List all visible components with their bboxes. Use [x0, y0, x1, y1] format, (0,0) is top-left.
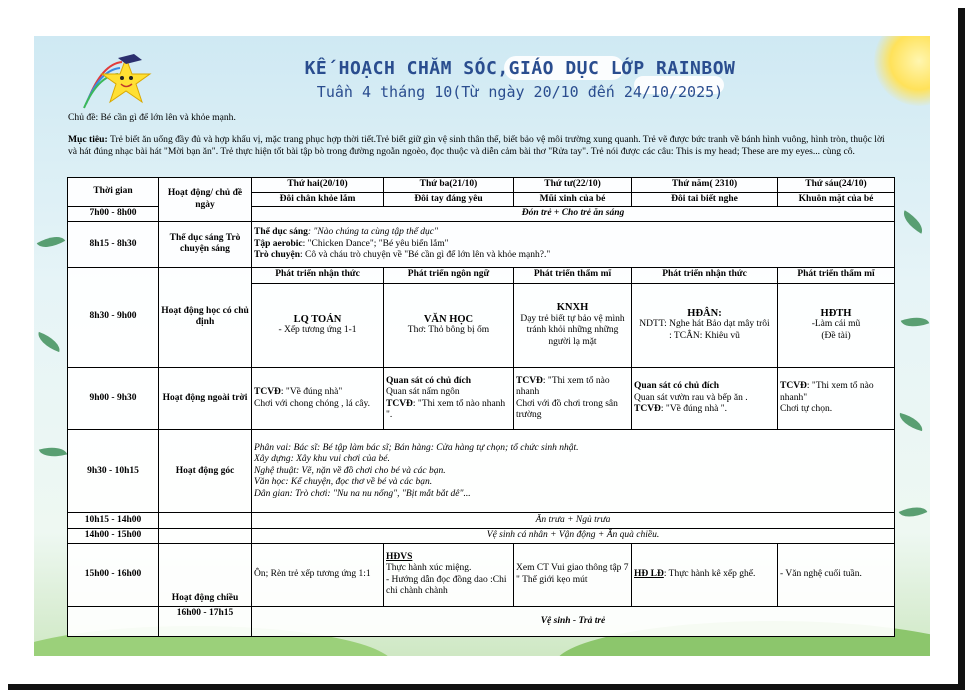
page-subtitle: Tuần 4 tháng 10(Từ ngày 20/10 đến 24/10/2025)	[316, 83, 724, 101]
day-thursday: Thứ năm( 2310)	[632, 178, 778, 193]
corner-line: Dân gian: Trò chơi: "Nu na nu nống", "Bịt mắt bắt dê"...	[254, 488, 471, 499]
lesson-thursday: HĐÂN: NDTT: Nghe hát Bảo dạt mây trôi : TCÂN: Khiêu vũ	[632, 283, 778, 367]
time-exercise: 8h15 - 8h30	[68, 222, 159, 268]
leaf-decoration	[39, 443, 67, 461]
outdoor-thursday: Quan sát có chủ đích Quan sát vườn rau và bếp ăn . TCVĐ: "Về đúng nhà ".	[632, 367, 778, 430]
goal-text: Trẻ biết ăn uống đầy đủ và hợp khẩu vị, mặc trang phục hợp thời tiết.Trẻ biết giữ gìn vệ sinh thân thể, biết bảo vệ môi trường xung quanh. Trẻ vẽ được bức tranh về bánh hình vuông, hình tròn, thuộc lời và hát đúng nhạc bài hát "Mời bạn ăn". Trẻ thực hiện tốt bài tập bò trong đường ngoằn ngoèo, đọc thuộc và diễn cảm bài thơ "Rửa tay". Trẻ nói được các câu: This is my head; These are my eyes... cùng cô.	[68, 133, 885, 157]
page-title: KẾ HOẠCH CHĂM SÓC,GIÁO DỤC LỚP RAINBOW	[304, 58, 736, 79]
star-mascot-icon	[82, 54, 160, 112]
row-afternoon	[68, 543, 895, 606]
area-friday: Phát triển thẩm mĩ	[778, 267, 895, 283]
afternoon-wednesday: Xem CT Vui giao thông tập 7 " Thế giới kẹo mút	[514, 543, 632, 606]
weekly-plan-table	[67, 177, 895, 637]
corner-line: Nghệ thuật: Vẽ, nặn về đồ chơi cho bé và các bạn.	[254, 465, 446, 476]
area-tuesday: Phát triển ngôn ngữ	[384, 267, 514, 283]
row-exercise	[68, 222, 895, 268]
leaf-decoration	[899, 210, 928, 233]
leaf-decoration	[897, 413, 925, 431]
topic-monday: Đôi chân khỏe lắm	[252, 192, 384, 207]
sun-decoration	[874, 36, 930, 106]
topic-friday: Khuôn mặt của bé	[778, 192, 895, 207]
leaf-decoration	[899, 501, 928, 523]
outdoor-tuesday: Quan sát có chủ đích Quan sát nấm ngôn TCVĐ: "Thi xem tổ nào nhanh ".	[384, 367, 514, 430]
goal-label: Mục tiêu:	[68, 133, 108, 145]
row-lunch	[68, 513, 895, 528]
document-header	[200, 58, 840, 101]
activity-outdoor: Hoạt động ngoài trời	[159, 367, 252, 430]
time-hygiene: 14h00 - 15h00	[68, 528, 159, 543]
activity-exercise: Thể dục sáng Trò chuyện sáng	[159, 222, 252, 268]
goal-paragraph	[68, 134, 894, 159]
activity-corner: Hoạt động góc	[159, 430, 252, 513]
outdoor-wednesday: TCVĐ: "Thi xem tổ nào nhanh Chơi với đồ chơi trong sân trường	[514, 367, 632, 430]
time-afternoon: 15h00 - 16h00	[68, 543, 159, 606]
day-tuesday: Thứ ba(21/10)	[384, 178, 514, 193]
time-corner: 9h30 - 10h15	[68, 430, 159, 513]
time-outdoor: 9h00 - 9h30	[68, 367, 159, 430]
afternoon-friday: - Văn nghệ cuối tuần.	[778, 543, 895, 606]
afternoon-tuesday: HĐVS Thực hành xúc miệng. - Hướng dẫn đọc đồng dao :Chi chi chành chành	[384, 543, 514, 606]
pickup-text: Vệ sinh - Trả trẻ	[252, 606, 895, 636]
corner-line: Xây dựng: Xây khu vui chơi của bé.	[254, 454, 390, 465]
day-monday: Thứ hai(20/10)	[252, 178, 384, 193]
area-thursday: Phát triển nhận thức	[632, 267, 778, 283]
topic-thursday: Đôi tai biết nghe	[632, 192, 778, 207]
exercise-content	[252, 222, 895, 268]
afternoon-monday: Ôn; Rèn trẻ xếp tương ứng 1:1	[252, 543, 384, 606]
day-friday: Thứ sáu(24/10)	[778, 178, 895, 193]
page-shadow-bottom	[8, 684, 965, 690]
header-time: Thời gian	[68, 178, 159, 207]
lesson-wednesday: KNXH Dạy trẻ biết tự bảo vệ mình tránh khỏi những những người lạ mặt	[514, 283, 632, 367]
time-lesson: 8h30 - 9h00	[68, 267, 159, 367]
time-pickup: 16h00 - 17h15	[159, 606, 252, 636]
area-monday: Phát triển nhận thức	[252, 267, 384, 283]
topic-wednesday: Mũi xinh của bé	[514, 192, 632, 207]
time-welcome: 7h00 - 8h00	[68, 207, 159, 222]
row-pickup	[68, 606, 895, 636]
exercise-line-1: Thể dục sáng: "Nào chúng ta cùng tập thể dục"	[254, 227, 438, 238]
row-hygiene	[68, 528, 895, 543]
topic-tuesday: Đôi tay đáng yêu	[384, 192, 514, 207]
corner-line: Văn học: Kể chuyện, đọc thơ về bé và các bạn.	[254, 477, 433, 488]
welcome-text: Đón trẻ + Cho trẻ ăn sáng	[252, 207, 895, 222]
exercise-line-3: Trò chuyện: Cô và cháu trò chuyện về "Bé cần gì để lớn lên và khỏe mạnh?."	[254, 250, 551, 261]
outdoor-monday: TCVĐ: "Về đúng nhà" Chơi với chong chóng , lá cây.	[252, 367, 384, 430]
area-wednesday: Phát triển thẩm mĩ	[514, 267, 632, 283]
header-activity: Hoạt động/ chủ đề ngày	[159, 178, 252, 222]
lesson-tuesday: VĂN HỌC Thơ: Thỏ bông bị ốm	[384, 283, 514, 367]
row-lesson-areas	[68, 267, 895, 283]
leaf-decoration	[37, 230, 66, 253]
outdoor-friday: TCVĐ: "Thi xem tổ nào nhanh" Chơi tự chọn.	[778, 367, 895, 430]
lesson-monday: LQ TOÁN - Xếp tương ứng 1-1	[252, 283, 384, 367]
table-header-row	[68, 178, 895, 193]
intro-section	[68, 112, 894, 159]
leaf-decoration	[901, 312, 930, 332]
hygiene-text: Vệ sinh cá nhân + Vận động + Ăn quà chiều.	[252, 528, 895, 543]
row-outdoor	[68, 367, 895, 430]
day-wednesday: Thứ tư(22/10)	[514, 178, 632, 193]
lunch-text: Ăn trưa + Ngủ trưa	[252, 513, 895, 528]
corner-line: Phân vai: Bác sĩ: Bé tập làm bác sĩ; Bán hàng: Cửa hàng tự chọn; tổ chức sinh nhật.	[254, 442, 579, 453]
theme-text: Chủ đề: Bé cần gì để lớn lên và khỏe mạnh.	[68, 112, 236, 123]
afternoon-thursday: HĐ LĐ: Thực hành kê xếp ghế.	[632, 543, 778, 606]
lesson-friday: HĐTH -Làm cái mũ (Đề tài)	[778, 283, 895, 367]
page-shadow-right	[958, 8, 965, 685]
activity-lesson: Hoạt động học có chủ định	[159, 267, 252, 367]
leaf-decoration	[35, 332, 64, 352]
corner-content	[252, 430, 895, 513]
row-corner	[68, 430, 895, 513]
activity-afternoon: Hoạt động chiều	[159, 543, 252, 606]
time-lunch: 10h15 - 14h00	[68, 513, 159, 528]
exercise-line-2: Tập aerobic: "Chicken Dance"; "Bé yêu biển lắm"	[254, 238, 449, 249]
